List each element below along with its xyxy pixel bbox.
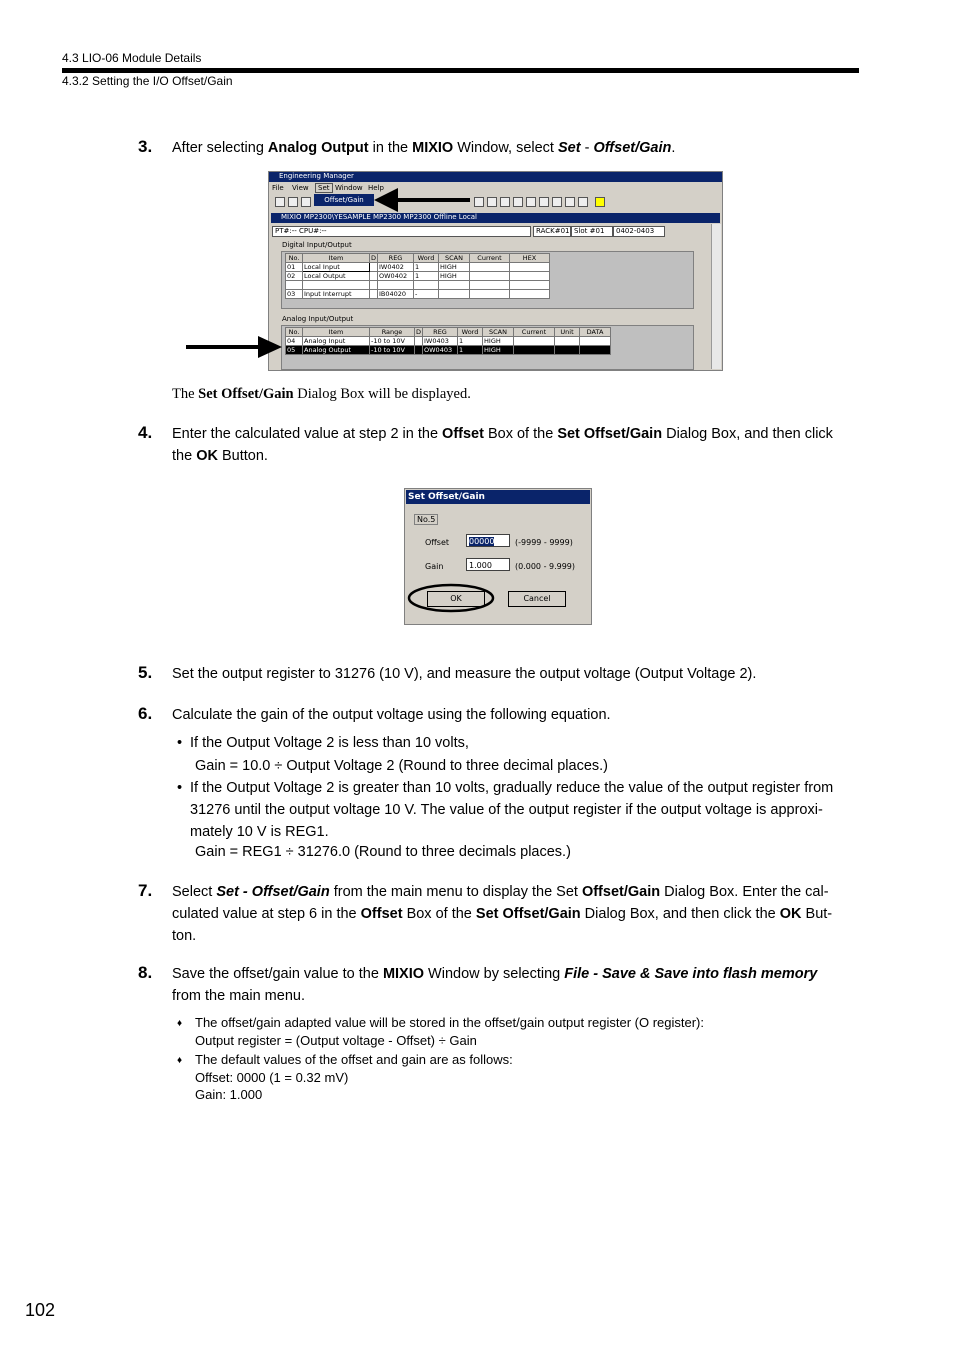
offset-value: 00000 (469, 537, 495, 546)
rack-field: RACK#01 (533, 226, 571, 237)
section-header: 4.3 LIO-06 Module Details (62, 51, 202, 65)
gain-input[interactable]: 1.000 (466, 558, 510, 571)
dropdown-offset-gain[interactable]: Offset/Gain (314, 194, 374, 206)
pt-cpu-field: PT#:-- CPU#:-- (272, 226, 531, 237)
offset-range: (-9999 - 9999) (515, 538, 573, 547)
col-header: Unit (555, 328, 580, 337)
col-header: Current (514, 328, 555, 337)
cell: 1 (458, 346, 483, 355)
diamond-bullet: ♦ (177, 1018, 183, 1029)
col-header: Word (414, 254, 439, 263)
cell: HIGH (483, 346, 514, 355)
col-header: D (416, 328, 422, 336)
col-header: SCAN (483, 328, 514, 337)
cell: HIGH (439, 272, 470, 281)
ok-highlight-ellipse (404, 580, 504, 620)
cell: 03 (286, 290, 303, 299)
gain-label: Gain (425, 562, 444, 571)
menu-view[interactable]: View (292, 184, 309, 192)
step-8-number: 8. (138, 963, 153, 982)
note-1: The offset/gain adapted value will be stored in the offset/gain output register (O register): Output register = (Output voltage - Offset) ÷ Gain (195, 1015, 704, 1048)
cell: 04 (286, 337, 303, 346)
cell: Local Input (303, 263, 370, 272)
col-header: REG (378, 254, 414, 263)
col-header: D (371, 254, 377, 262)
cell: HIGH (483, 337, 514, 346)
step-7-text: Select Set - Offset/Gain from the main menu to display the Set Offset/Gain Dialog Box. Enter the cal- culated value at step 6 in the Offset Box of the Set Offset/Gain Dialog Box, and then click the OK But- ton. (172, 884, 833, 944)
step-6-number: 6. (138, 704, 153, 723)
cell: 02 (286, 272, 303, 281)
step-3-text: After selecting Analog Output in the MIXIO Window, select Set - Offset/Gain. (172, 140, 676, 156)
cell: -10 to 10V (370, 346, 415, 355)
analog-io-label: Analog Input/Output (282, 315, 354, 323)
cell: IB04020 (378, 290, 414, 299)
cell: OW0403 (423, 346, 458, 355)
menu-help[interactable]: Help (368, 184, 384, 192)
window-title: Engineering Manager (279, 172, 354, 180)
col-header: Range (370, 328, 415, 337)
page-number: 102 (25, 1300, 56, 1320)
step-5-text: Set the output register to 31276 (10 V), and measure the output voltage (Output Voltage 2). (172, 666, 757, 682)
no-label: No.5 (414, 514, 438, 525)
cell: Local Output (303, 272, 370, 281)
step-6-text: Calculate the gain of the output voltage using the following equation. (172, 707, 611, 723)
step-6-equation-1: Gain = 10.0 ÷ Output Voltage 2 (Round to three decimal places.) (195, 758, 608, 774)
diamond-bullet: ♦ (177, 1055, 183, 1066)
menu-window[interactable]: Window (335, 184, 363, 192)
note-2: The default values of the offset and gain are as follows: Offset: 0000 (1 = 0.32 mV) Gain: 1.000 (195, 1052, 513, 1102)
step-6-bullet-1: If the Output Voltage 2 is less than 10 volts, (190, 735, 469, 751)
col-header: Word (458, 328, 483, 337)
caption: The Set Offset/Gain Dialog Box will be displayed. (172, 386, 471, 402)
menu-file[interactable]: File (272, 184, 284, 192)
cell: -10 to 10V (370, 337, 415, 346)
cell: IW0402 (378, 263, 414, 272)
step-4-text: Enter the calculated value at step 2 in the Offset Box of the Set Offset/Gain Dialog Box, and then click the OK Button. (172, 426, 833, 464)
menu-set[interactable]: Set (315, 183, 333, 193)
step-4-number: 4. (138, 423, 153, 442)
cell: 1 (414, 272, 439, 281)
cell: Input Interrupt (303, 290, 370, 299)
step-7-number: 7. (138, 881, 153, 900)
offset-input[interactable] (466, 534, 510, 547)
col-header: DATA (580, 328, 611, 337)
cell: 1 (458, 337, 483, 346)
cell: 1 (414, 263, 439, 272)
col-header: Item (303, 254, 370, 263)
slot-field: Slot #01 (571, 226, 613, 237)
col-header: No. (286, 328, 303, 337)
cell: 05 (286, 346, 303, 355)
cell: IW0403 (423, 337, 458, 346)
gain-range: (0.000 - 9.999) (515, 562, 576, 571)
digital-io-label: Digital Input/Output (282, 241, 352, 249)
step-8-text: Save the offset/gain value to the MIXIO Window by selecting File - Save & Save into flash memory from the main menu. (172, 966, 818, 1004)
step-5-number: 5. (138, 663, 153, 682)
offset-label: Offset (425, 538, 450, 547)
bullet-dot: • (177, 780, 183, 796)
subsection-header: 4.3.2 Setting the I/O Offset/Gain (62, 74, 233, 88)
col-header: Item (303, 328, 370, 337)
col-header: Current (470, 254, 510, 263)
col-header: REG (423, 328, 458, 337)
cell: Analog Input (303, 337, 370, 346)
range-field: 0402-0403 (613, 226, 665, 237)
arrow-head (374, 188, 398, 212)
step-6-bullet-2: If the Output Voltage 2 is greater than 10 volts, gradually reduce the value of the output register from 31276 until the output voltage 10 V. The value of the output register if the output voltage is approxi- mately 10 V is REG1. (190, 780, 834, 840)
bullet-dot: • (177, 735, 183, 751)
step-6-equation-2: Gain = REG1 ÷ 31276.0 (Round to three decimals places.) (195, 844, 571, 860)
cancel-button[interactable]: Cancel (508, 591, 566, 607)
cell: OW0402 (378, 272, 414, 281)
cell: HIGH (439, 263, 470, 272)
mixio-title: MIXIO MP2300\YESAMPLE MP2300 MP2300 Offline Local (281, 213, 477, 221)
arrow-head (258, 336, 282, 358)
col-header: SCAN (439, 254, 470, 263)
ok-button[interactable]: OK (427, 591, 485, 607)
col-header: HEX (510, 254, 550, 263)
cell: - (414, 290, 439, 299)
dialog-title: Set Offset/Gain (406, 490, 590, 504)
step-3-number: 3. (138, 137, 153, 156)
col-header: No. (286, 254, 303, 263)
cell: Analog Output (303, 346, 370, 355)
cell: 01 (286, 263, 303, 272)
